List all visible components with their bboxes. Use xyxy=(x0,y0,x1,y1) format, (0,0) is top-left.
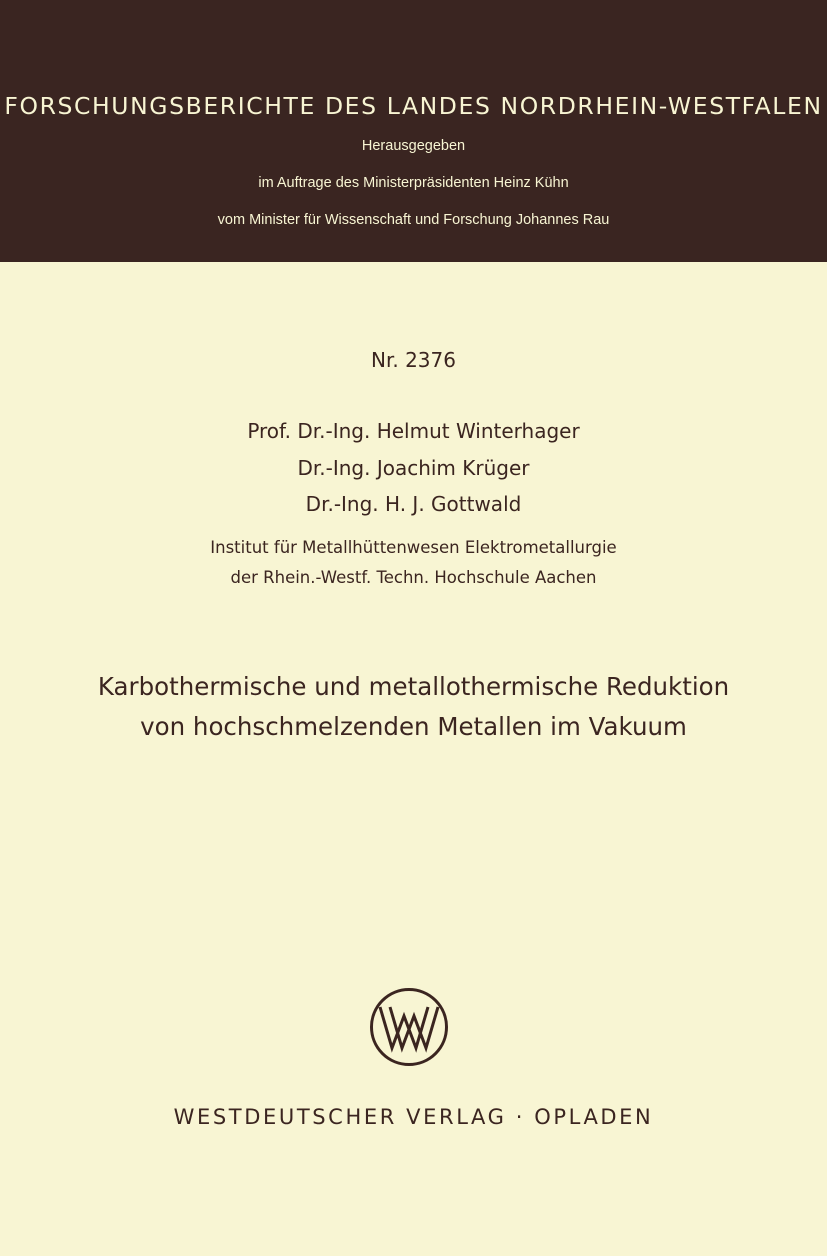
header-band xyxy=(0,0,827,262)
author-3: Dr.-Ing. H. J. Gottwald xyxy=(305,492,522,516)
ww-circle-logo-icon xyxy=(368,986,450,1068)
book-title-line-1: Karbothermische und metallothermische Reduktion xyxy=(97,672,730,701)
series-title: FORSCHUNGSBERICHTE DES LANDES NORDRHEIN-WESTFALEN xyxy=(4,92,823,120)
publisher-name: WESTDEUTSCHER VERLAG · OPLADEN xyxy=(173,1105,654,1129)
editor-note-line-2: im Auftrage des Ministerpräsidenten Heinz Kühn xyxy=(258,175,569,191)
editor-note-line-1: Herausgegeben xyxy=(361,138,466,154)
report-number: Nr. 2376 xyxy=(371,348,456,372)
institute-line-1: Institut für Metallhüttenwesen Elektrometallurgie xyxy=(210,538,617,557)
editor-note-line-3: vom Minister für Wissenschaft und Forschung Johannes Rau xyxy=(217,212,610,228)
book-title-line-2: von hochschmelzenden Metallen im Vakuum xyxy=(140,712,687,741)
author-2: Dr.-Ing. Joachim Krüger xyxy=(297,456,530,480)
author-1: Prof. Dr.-Ing. Helmut Winterhager xyxy=(247,419,580,443)
institute-line-2: der Rhein.-Westf. Techn. Hochschule Aachen xyxy=(230,568,597,587)
